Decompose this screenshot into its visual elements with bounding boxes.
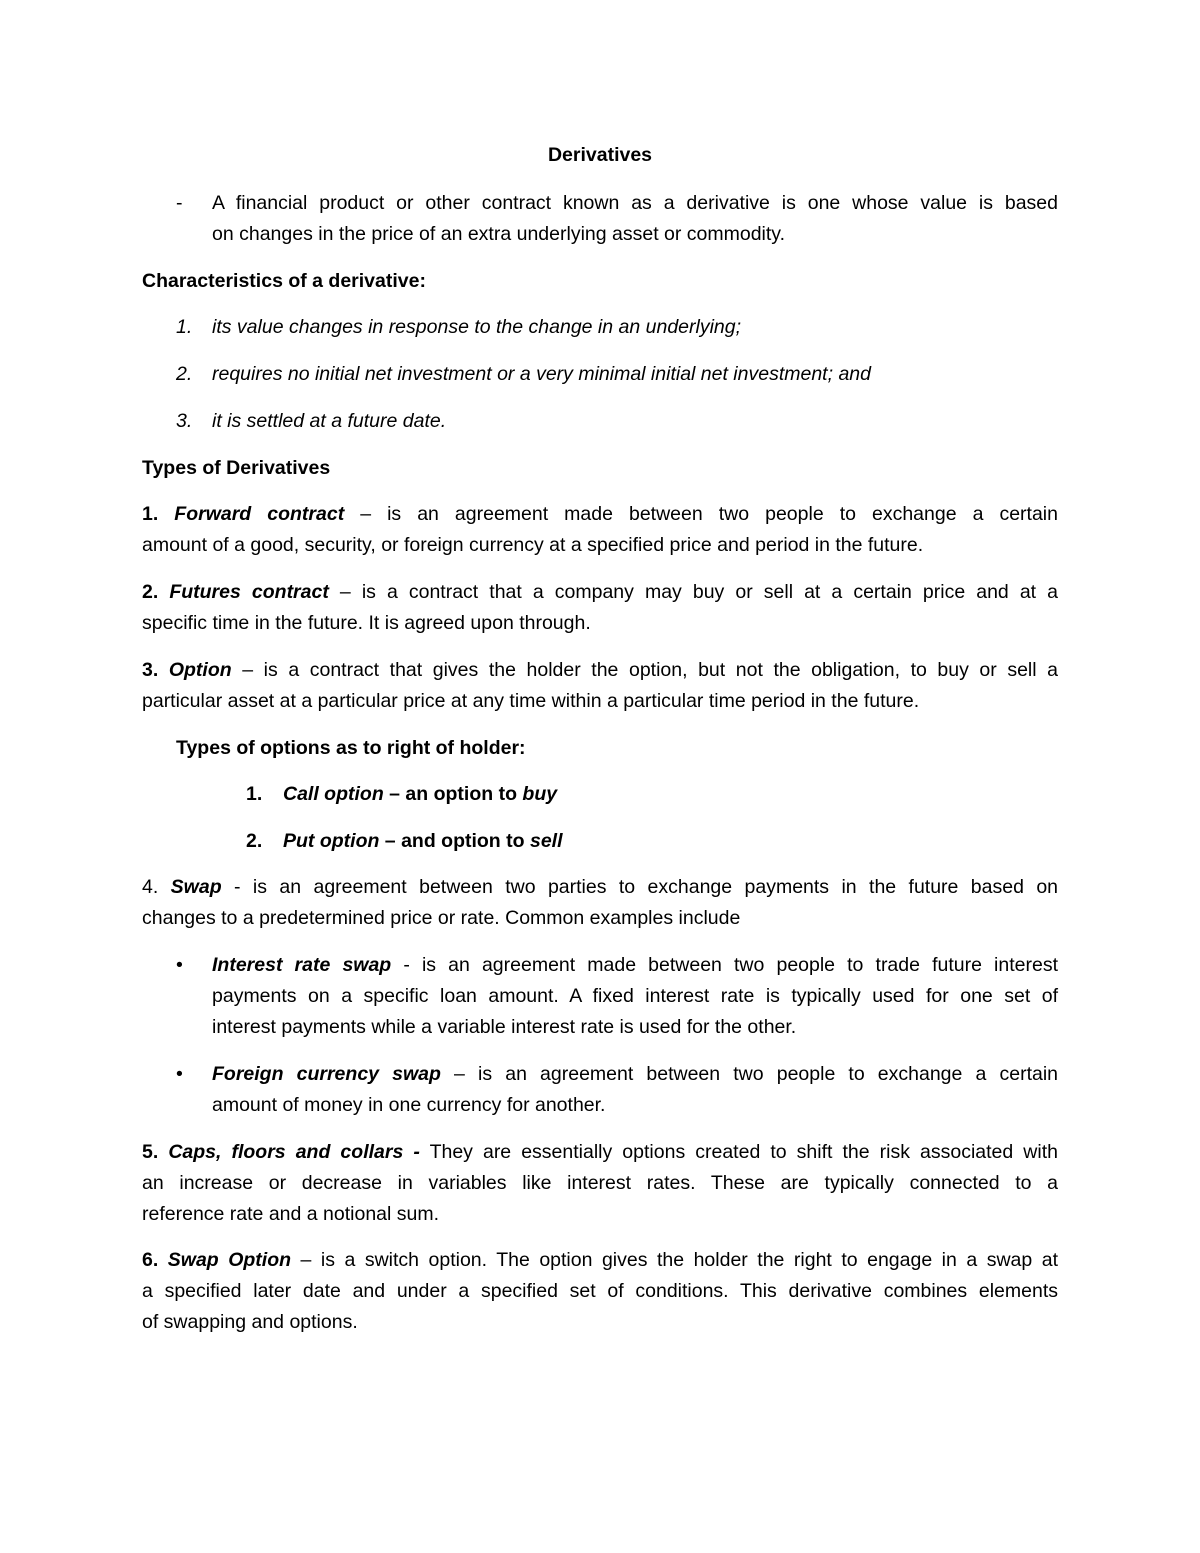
- call-option-term: Call option: [283, 783, 384, 805]
- interest-rate-swap-line-3: interest payments while a variable interest rate is used for the other.: [212, 1016, 797, 1038]
- definition-line-2: on changes in the price of an extra underlying asset or commodity.: [212, 223, 786, 245]
- types-heading: Types of Derivatives: [142, 457, 331, 479]
- caps-floors-collars-term: Caps, floors and collars -: [168, 1141, 420, 1163]
- item-number: 6.: [142, 1249, 159, 1271]
- futures-contract-line-2: specific time in the future. It is agreed upon through.: [142, 612, 591, 634]
- option-type-put: [283, 826, 563, 857]
- interest-rate-swap-term: Interest rate swap: [212, 954, 392, 976]
- characteristic-text: requires no initial net investment or a very minimal initial net investment; and: [212, 363, 871, 385]
- swap-option-text: – is a switch option. The option gives the holder the right to engage in a swap at: [300, 1249, 1059, 1271]
- interest-rate-swap-text: - is an agreement made between two people to trade future interest: [403, 954, 1059, 976]
- item-number: 5.: [142, 1141, 159, 1163]
- put-option-term: Put option: [283, 830, 380, 852]
- item-number: 2.: [142, 581, 159, 603]
- swap-option-line-1: [142, 1245, 1058, 1276]
- option-term: Option: [168, 659, 232, 681]
- caps-floors-collars-line-1: [142, 1137, 1058, 1168]
- swap-option-line-3: of swapping and options.: [142, 1311, 358, 1333]
- swap-text: - is an agreement between two parties to exchange payments in the future based on: [234, 876, 1059, 898]
- option-type-number: 2.: [246, 830, 263, 852]
- caps-floors-collars-line-3: reference rate and a notional sum.: [142, 1203, 440, 1225]
- swap-option-line-2: a specified later date and under a specified set of conditions. This derivative combines elements: [142, 1280, 1058, 1302]
- swap-term: Swap: [170, 876, 222, 898]
- forward-contract-term: Forward contract: [174, 503, 345, 525]
- futures-contract-line-1: [142, 577, 1058, 608]
- document-title: Derivatives: [547, 144, 653, 166]
- characteristics-heading: Characteristics of a derivative:: [142, 270, 426, 292]
- bullet-icon: •: [176, 954, 183, 976]
- options-subheading: Types of options as to right of holder:: [176, 737, 526, 759]
- characteristic-number: 3.: [176, 410, 193, 432]
- interest-rate-swap-line-1: [212, 950, 1058, 981]
- characteristic-number: 2.: [176, 363, 193, 385]
- item-number: 1.: [142, 503, 159, 525]
- option-type-number: 1.: [246, 783, 263, 805]
- definition-line-1: A financial product or other contract known as a derivative is one whose value is based: [212, 192, 1058, 214]
- option-text: – is a contract that gives the holder the option, but not the obligation, to buy or sell a: [242, 659, 1059, 681]
- put-option-action: sell: [529, 830, 563, 852]
- foreign-currency-swap-text: – is an agreement between two people to exchange a certain: [454, 1063, 1059, 1085]
- swap-line-1: [142, 872, 1058, 903]
- definition-marker: -: [176, 192, 183, 214]
- forward-contract-text: – is an agreement made between two people to exchange a certain: [360, 503, 1058, 525]
- call-option-action: buy: [522, 783, 558, 805]
- futures-contract-term: Futures contract: [169, 581, 329, 603]
- interest-rate-swap-line-2: payments on a specific loan amount. A fixed interest rate is typically used for one set of: [212, 985, 1058, 1007]
- characteristic-text: it is settled at a future date.: [212, 410, 447, 432]
- forward-contract-line-1: [142, 499, 1058, 530]
- put-option-text: – and option to: [379, 830, 530, 852]
- characteristic-number: 1.: [176, 316, 193, 338]
- caps-floors-collars-line-2: an increase or decrease in variables like interest rates. These are typically connected to a: [142, 1172, 1058, 1194]
- swap-option-term: Swap Option: [167, 1249, 292, 1271]
- call-option-text: – an option to: [383, 783, 523, 805]
- caps-floors-collars-text: They are essentially options created to shift the risk associated with: [429, 1141, 1058, 1163]
- futures-contract-text: – is a contract that a company may buy or sell at a certain price and at a: [339, 581, 1059, 603]
- option-type-call: [283, 779, 557, 810]
- item-number: 3.: [142, 659, 159, 681]
- option-line-2: particular asset at a particular price at any time within a particular time period in the future.: [142, 690, 920, 712]
- foreign-currency-swap-line-2: amount of money in one currency for another.: [212, 1094, 606, 1116]
- foreign-currency-swap-line-1: [212, 1059, 1058, 1090]
- foreign-currency-swap-term: Foreign currency swap: [212, 1063, 441, 1085]
- characteristic-text: its value changes in response to the change in an underlying;: [212, 316, 742, 338]
- item-number: 4.: [142, 876, 159, 898]
- swap-line-2: changes to a predetermined price or rate. Common examples include: [142, 907, 741, 929]
- bullet-icon: •: [176, 1063, 183, 1085]
- option-line-1: [142, 655, 1058, 686]
- forward-contract-line-2: amount of a good, security, or foreign currency at a specified price and period in the future.: [142, 534, 924, 556]
